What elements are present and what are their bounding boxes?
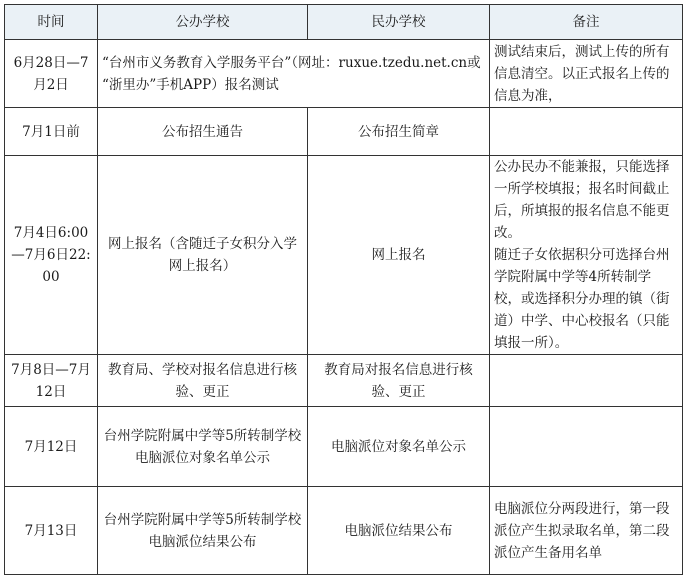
- row-private: 教育局对报名信息进行核验、更正: [308, 355, 490, 407]
- row-time: 7月8日—7月12日: [5, 355, 98, 407]
- row-public: 网上报名（含随迁子女积分入学网上报名）: [98, 156, 308, 355]
- table-row: [5, 108, 683, 156]
- header-row: [5, 5, 683, 40]
- row-note: 电脑派位分两段进行，第一段派位产生拟录取名单，第二段派位产生备用名单: [490, 487, 683, 575]
- header-public-school: 公办学校: [98, 5, 308, 40]
- header-private-school: 民办学校: [308, 5, 490, 40]
- table-row: [5, 407, 683, 487]
- row-public: 台州学院附属中学等5所转制学校电脑派位结果公布: [98, 487, 308, 575]
- row-note: [490, 355, 683, 407]
- row-note: [490, 156, 683, 355]
- row-time: 7月13日: [5, 487, 98, 575]
- enrollment-schedule-table: [4, 4, 683, 575]
- row-private: 公布招生简章: [308, 108, 490, 156]
- row-public: 公布招生通告: [98, 108, 308, 156]
- table-row: [5, 487, 683, 575]
- row-private: 网上报名: [308, 156, 490, 355]
- row-merged-description: “台州市义务教育入学服务平台”（网址：ruxue.tzedu.net.cn或 “浙里办”手机APP）报名测试: [98, 40, 490, 108]
- note-line: 公办民办不能兼报，只能选择一所学校填报；报名时间截止后，所填报的报名信息不能更改。: [494, 159, 670, 241]
- table-row: [5, 355, 683, 407]
- row-note: [490, 407, 683, 487]
- header-time: 时间: [5, 5, 98, 40]
- row-private: 电脑派位对象名单公示: [308, 407, 490, 487]
- row-time: 7月1日前: [5, 108, 98, 156]
- row-note: 测试结束后，测试上传的所有信息清空。以正式报名上传的信息为准，: [490, 40, 683, 108]
- row-note: [490, 108, 683, 156]
- row-private: 电脑派位结果公布: [308, 487, 490, 575]
- table-row: [5, 156, 683, 355]
- note-line: 随迁子女依据积分可选择台州学院附属中学等4所转制学校，或选择积分办理的镇（街道）中学、中心校报名（只能填报一所）。: [494, 247, 670, 351]
- row-public: 教育局、学校对报名信息进行核验、更正: [98, 355, 308, 407]
- row-public: 台州学院附属中学等5所转制学校电脑派位对象名单公示: [98, 407, 308, 487]
- header-notes: 备注: [490, 5, 683, 40]
- row-time: 7月12日: [5, 407, 98, 487]
- table-row: [5, 40, 683, 108]
- row-time: 6月28日—7月2日: [5, 40, 98, 108]
- row-time: 7月4日6:00—7月6日22:00: [5, 156, 98, 355]
